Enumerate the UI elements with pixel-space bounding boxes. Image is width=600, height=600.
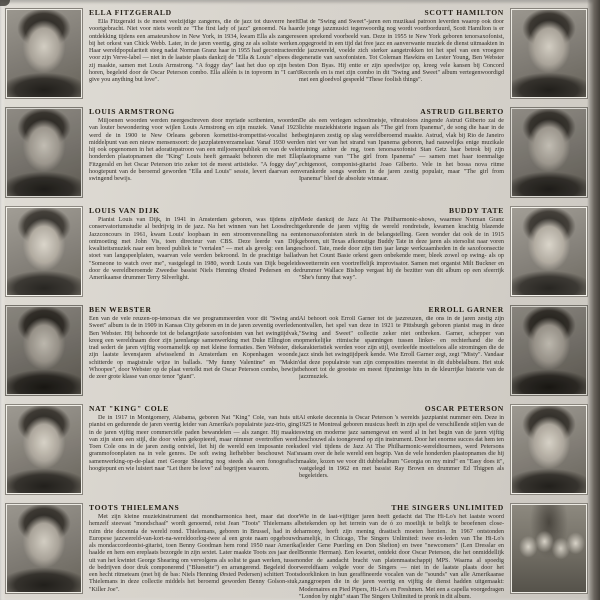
photo-the-singers-unlimited-group	[511, 504, 587, 593]
artist-bio: De als een verlegen schoolmeisje, vibratoloos zingende Astrud Gilberto zal de lichte muziekhistorie ingaan als "The girl from Ipanema", de song die haar in de beginjaren zestig op slag wereldberoemd maakte. Astrud, vlak bij Rio de Janeiro en niet ver van het strand van Ipanema geboren, had nauwelijks enige muzikale training achter de rug, toen tenorsaxofonist Stan Getz haar betrok bij zijn plaatopname van "The girl from Ipanema" — samen met haar toenmalige echtgenoot, componist-gitarist Joao Gilberto. Vele in het bossa nova ritme verankerde songs werden in de jaren zestig populair, maar "The girl from Ipanema" bleef de absolute winnaar.	[299, 118, 504, 182]
artist-entry-louis-armstrong	[6, 105, 299, 202]
artist-entry-louis-van-dijk	[6, 204, 299, 301]
artist-entry-oscar-peterson	[299, 402, 587, 499]
photo-toots-thielemans-portrait	[6, 504, 82, 593]
photo-louis-van-dijk-portrait	[6, 207, 82, 296]
artist-name: TOOTS THIELEMANS	[89, 503, 180, 512]
bio-block	[299, 105, 504, 202]
artist-entry-nat-king-cole	[6, 402, 299, 499]
photo-ella-fitzgerald-portrait	[6, 9, 82, 98]
bio-block	[299, 6, 504, 103]
artist-name: ELLA FITZGERALD	[89, 8, 172, 17]
artist-name: LOUIS VAN DIJK	[89, 206, 160, 215]
artist-entry-ella-fitzgerald	[6, 6, 299, 103]
artist-name: NAT "KING" COLE	[89, 404, 169, 413]
bio-block	[89, 6, 299, 103]
artist-bio: Met zijn kleine muziekinstrument dat mondharmonica heet, maar dat door hemzelf steevast "mondschaaf" wordt genoemd, reist Jean "Toots" Thielemans al ruim drie decennia de wereld rond. Thielemans, geboren in Brussel, had in de Europese jazzwereld-van-kort-na-wereldoorlog-twee al een grote naam opgebouwd als mondaccordeonist-gitarist, toen Benny Goodman hem rond 1950 naar Amerika haalde en hem een ereplaats bezorgde in zijn sextet. Later maakte Toots zes jaar deel uit van het kwintet George Shearing om vervolgens als solist te gaan werken, tussen de bedrijven door druk componerend ("Bluesette") en arrangerend. Begeleid door een hecht ritmeteam (met bij de bas: Niels Henning Ørsted Pedersen) schittert Toots Thielemans in deze collectie middels het beroemd geworden Benny Golson-stuk, "Killer Joe".	[89, 514, 299, 593]
artist-bio: Miljoenen woorden werden neergeschreven door myriade scribenten, woorden van louter bewondering voor wijlen Louis Armstrong en zijn muziek. Vanaf 1923 werd de in 1900 te New Orleans geboren kornettist-trompettist-vocalist het middelpunt van een nieuw mensensoort: de jazzplatenverzamelaar. Vanaf 1930 werd hij ook opgenomen in het adoratiepatroon van een miljoenenpubliek en van de vele honderden plaatopnamen die "King" Louis heeft gemaakt behoren die met Ella Fitzgerald en het Oscar Peterson trio zeker tot de meest artistieke. "A foggy day", hoogtepunt van de beroemd geworden "Ella and Louis" sessie, levert daarvan een swingend bewijs.	[89, 118, 299, 182]
artist-bio: Mede dankzij de Jazz At The Philharmonic-shows, waarmee Norman Granz gedurende de jaren vijftig de wereld rondreisde, kwamen krachtig blazende tenorsaxofonisten sterk in de belangstelling. Geen wonder dat ook de in 1915 geboren, uit Texas afkomstige Buddy Tate in deze jaren als stersolist naar voren schoof. Tate, mede door zijn tien jaar lange werkzaamheden in de saxofoonsectie van het Count Basie orkest geen onbekende meer, bleek zowel op swing- als op sweetterrein een voortreffelijk improvisator. Samen met organist Milt Buckner en drummer Wallace Bishop vergast hij de bezitter van dit album op een sfeerrijk "She's funny that way".	[299, 217, 504, 281]
artist-bio: Pianist Louis van Dijk, in 1941 in Amsterdam geboren, was tijdens zijn conservatoriumstudie al bedrijvig in de jazz. Na het winnen van het Loosdrecht Jazzconcours in 1961, kwam Louis' loopbaan in een stroomversnelling na een ontmoeting met John Vis, toen directeur van CBS. Deze leerde van Dijk kwaliteitsmuziek naar een breed publiek te "vertalen" — met als gevolg: een lange stoet van langspeelplaten, waarvan vele werden bekroond. In de prachtige ballad "Someone to watch over me", vastgelegd in 1980, wordt Louis van Dijk begeleid door de wereldberoemde Zweedse bassist Niels Henning Ørsted Pedersen en de Amerikaanse drummer Terry Silverlight.	[89, 217, 299, 281]
artist-bio: Wie in de laat-vijftiger jaren heeft gedacht dat The Hi-Lo's het laatste woord betekenden op het terrein van de ó zo moeilijk te belijk te beoefenen close-harmony, heeft zijn mening drastisch moeten herzien. In 1967 ontstonden namelijk, in Chicago, The Singers Unlimited: twee ex-leden van The Hi-Lo's (leider Gene Puerling en Don Shelton) en twee "newcomers" (Len Dresslar en Bonnie Herman). Een kwartet, ontdekt door Oscar Peterson, die het onmiddellijk onder de aandacht bracht van platenmaatschappij MPS. Waarna al spoedig wereldfaam volgde voor de Singers — niet in de laatste plaats door het doorklinken in hun geraffineerde vocalen van de "sounds" van alle Amerikaanse zanggroepen die in de jaren veertig en vijftig de dienst hadden uitgemaakt: Modernaires en Pied Pipers, Hi-Lo's en Freshmen. Met een a capella voorgedragen "London by night" staan The Singers Unlimited te pronk in dit album.	[299, 514, 504, 600]
bio-block	[299, 303, 504, 400]
bio-block	[89, 204, 299, 301]
photo-nat-king-cole-portrait	[6, 405, 82, 494]
artist-name: BEN WEBSTER	[89, 305, 152, 314]
photo-astrud-gilberto-portrait	[511, 108, 587, 197]
artist-name: ASTRUD GILBERTO	[420, 107, 504, 116]
bio-block	[89, 303, 299, 400]
artist-bio: Al enkele decennia is Oscar Peterson 's werelds jazzpianist nummer één. Deze in 1925 te Montreal geboren musicus heeft in zijn spel de verschillende stijlen van de swing en moderne jazz samengevat en werd al in het begin van de jaren vijftig beschouwd als toongevend op zijn instrument. Door het enorme succes dat hem ten deel viel tijdens de Jazz At The Philharmonic-wereldtournees, werd Petersons naam over de hele wereld een begrip. Van de vele honderden plaatopnames die hij maakte, kozen we voor dit dubbelalbum "Georgia on my mind" en "Easy does it", vastgelegd in 1962 en met bassist Ray Brown en drummer Ed Thigpen als begeleiders.	[299, 415, 504, 479]
artist-name: LOUIS ARMSTRONG	[89, 107, 175, 116]
right-column	[299, 6, 587, 600]
bio-block	[89, 402, 299, 499]
bio-block	[89, 501, 299, 598]
artist-name: OSCAR PETERSON	[424, 404, 504, 413]
bio-block	[299, 204, 504, 301]
artist-bio: Een van de vele reuzen-op-tenorsax die we programmeerden voor dit "Swing and Sweet" album is de in 1909 in Kansas City geboren en in de jaren zeventig overleden Ben Webster. Hij behoorde tot de belangrijkste saxofonisten van het swingtijdvak, kreeg een wereldnaam door zijn jarenlange samenwerking met Duke Ellington en trad sedert de jaren vijftig voornamelijk op met kleine formaties. Ben Webster, die zijn laatste levensjaren afwisselend in Amsterdam en Kopenhagen woonde, schitterde op magistrale wijze in ballads. "My funny Valentine" en "Makin' Whoopee", door Webster op de plaat vertolkt met de Oscar Peterson combo, bewijst de zeer grote klasse van onze tenor "giant".	[89, 316, 299, 380]
photo-buddy-tate-portrait	[511, 207, 587, 296]
bio-block	[299, 402, 504, 499]
photo-erroll-garner-portrait	[511, 306, 587, 395]
photo-ben-webster-portrait	[6, 306, 82, 395]
artist-entry-scott-hamilton	[299, 6, 587, 103]
artist-entry-astrud-gilberto	[299, 105, 587, 202]
artist-entry-erroll-garner	[299, 303, 587, 400]
artist-bio: Al behoort ook Erroll Garner tot de jazzreuzen, die ons in de jaren zestig zijn ontvallen, het spel van deze in 1921 te Pittsburgh geboren pianist mag in deze "Swing and Sweet" collectie zeker niet ontbreken. Garner, schepper van opmerkelijke ritmische spanningen tussen linker- en rechterhand die de karakteristiek werden voor zijn stijl, overleefde moeiteloos alle stromingen die de jazz sinds het swingtijdperk kende. Wie Erroll Garner zegt, zegt "Misty". Vandaar dat deze populairste van zijn composities meereist in dit dubbelalbum. Het stuk behoort tot de grootste en meest fijnzinnige hits in de kleurrijke historie van de jazzmuziek.	[299, 316, 504, 380]
artist-name: ERROLL GARNER	[428, 305, 504, 314]
artist-name: BUDDY TATE	[448, 206, 504, 215]
bio-block	[299, 501, 504, 598]
photo-louis-armstrong-portrait	[6, 108, 82, 197]
artist-name: SCOTT HAMILTON	[424, 8, 504, 17]
sleeve-right-edge	[587, 0, 600, 600]
artist-bio: Ella Fitzgerald is de meest veelzijdige zangeres, die de jazz tot dusverre heeft voortgebracht. Niet voor niets wordt ze "The first lady of jazz" genoemd. Na haar ontdekking tijdens een amateurshow in New York, in 1934, kwam Ella als zangeres bij het orkest van Chick Webb. Later, in de jaren veertig, ging ze als soliste werken. Haar wereldpopulariteit steeg nadat Norman Granz haar in 1955 had gecontracteerd voor zijn Verve-label — niet in de laatste plaats dankzij de "Ella & Louis" elpees die zij maakte, samen met Louis Armstrong. "A foggy day" laat het duo op zijn best horen, begeleid door de Oscar Peterson combo. Ella alléén is in topvorm in "I can't give you anything but love".	[89, 19, 299, 83]
artist-name: THE SINGERS UNLIMITED	[391, 503, 504, 512]
photo-scott-hamilton-portrait	[511, 9, 587, 98]
photo-oscar-peterson-portrait	[511, 405, 587, 494]
artist-entry-toots-thielemans	[6, 501, 299, 598]
bio-block	[89, 105, 299, 202]
artist-bio: De in 1917 in Montgomery, Alabama, geboren Nat "King" Cole, van huis uit pianist en gedurende de jaren veertig leider van Amerika's populairste jazz-trio, ging in de jaren vijftig meer commerciële paden bewandelen — als zanger. Hij maakte van zijn stem een stijl, die door velen gekopieerd, maar nimmer overtroffen werd. Toen Cole ons in de jaren zestig ontviel, liet hij de wereld een imposante reeks grammofoonplaten na in vele genres. De soft swing liefhebber beschouwt Nat's samenwerking-op-de-plaat met George Shearing nog steeds als een fonografisch hoogtepunt en wie luistert naar "Let there be love" zal begrijpen waarom.	[89, 415, 299, 472]
artist-entry-buddy-tate	[299, 204, 587, 301]
artist-entry-the-singers-unlimited	[299, 501, 587, 598]
artist-bio: Dat de "Swing and Sweet"-jaren een muzikaal patroon leverden waarop ook door de jonge jazzmusici tegenwoordig nog wordt voortborduurd, Scott Hamilton is er een sprekend voorbeeld van. Deze in 1955 te New York geboren tenorsaxofonist, opgegroeid in een tijd dat free jazz en aanverwante muziek de dienst uitmaakten in de jazzwereld, voelde zich sterker aangetrokken tot het spel van een vroegere generatie van saxofonisten. Tot Coleman Hawkins en Lester Young, Ben Webster en Don Byas. Hij entte er zijn speelwijze op, kreeg vele kansen bij Concord Records en is met zijn combo in dit "Swing and Sweet" album vertegenwoordigd met een gloedvol gespeeld "These foolish things".	[299, 19, 504, 83]
artist-entry-ben-webster	[6, 303, 299, 400]
left-column	[6, 6, 299, 600]
